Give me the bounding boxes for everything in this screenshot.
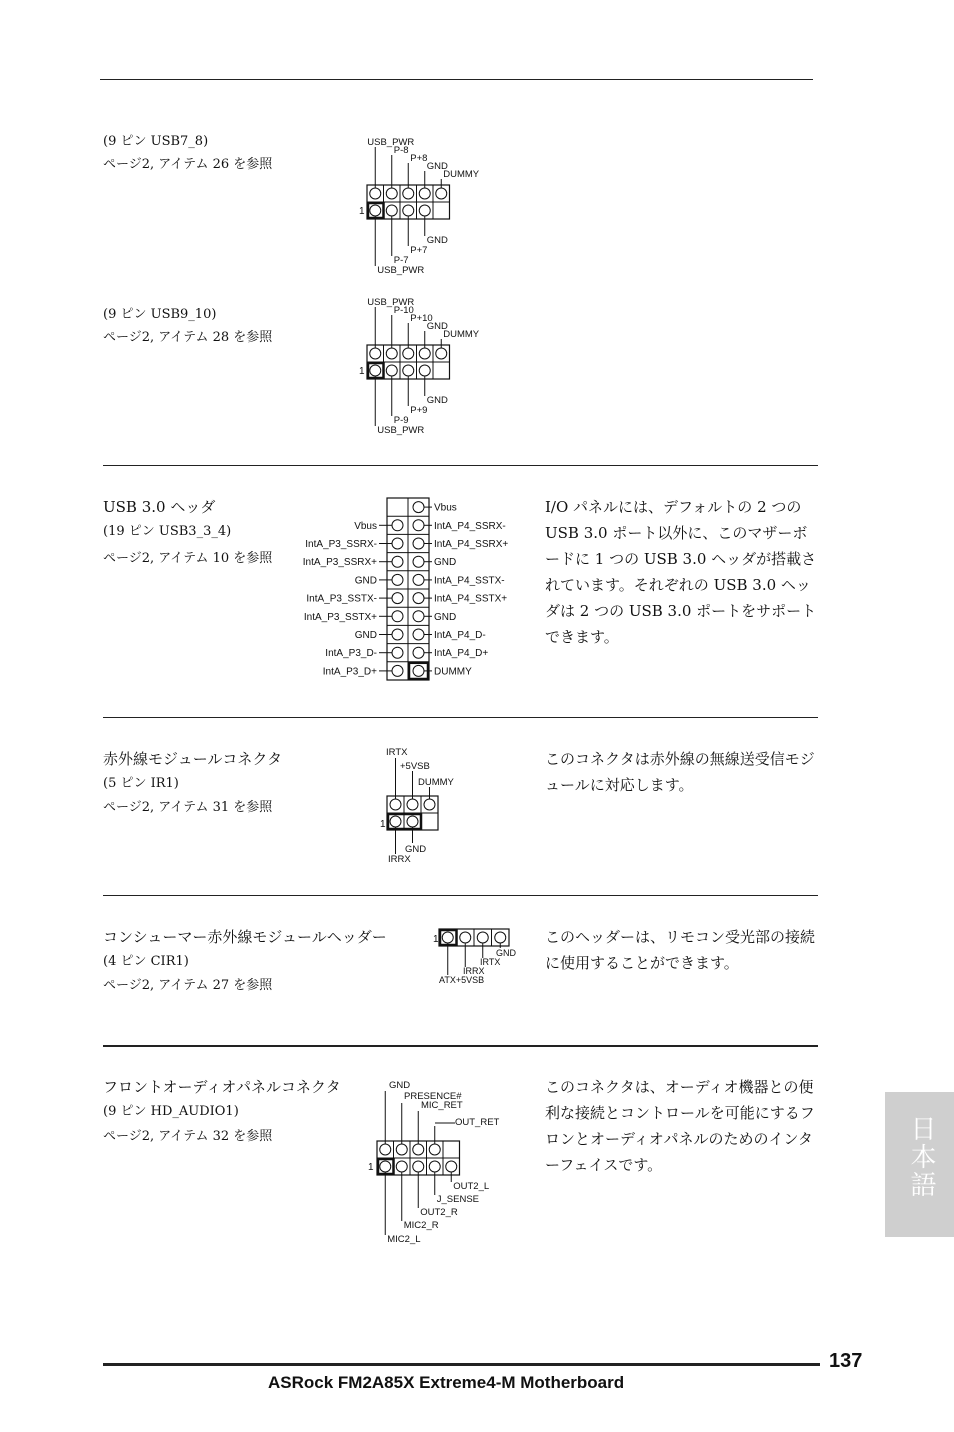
cir-title: コンシューマー赤外線モジュールヘッダー: [103, 928, 387, 946]
ir-pin1-label: 1: [380, 819, 386, 830]
audio-label-bottom: J_SENSE: [436, 1194, 479, 1205]
usb3-pin: [392, 629, 403, 640]
usb3-pin: [413, 538, 424, 549]
audio-pin: [380, 1144, 391, 1155]
usb3-label-right: DUMMY: [434, 666, 472, 678]
usb910-label-top: P-10: [393, 305, 414, 316]
usb3-label-left: IntA_P3_SSRX-: [305, 539, 377, 550]
footer-title: ASRock FM2A85X Extreme4-M Motherboard: [268, 1373, 625, 1392]
audio-title: フロントオーディオパネルコネクタ: [103, 1078, 341, 1096]
usb3-pin: [392, 574, 403, 585]
usb910-pin: [419, 365, 430, 376]
usb3-label-left: IntA_P3_D-: [325, 648, 377, 660]
usb910-title: (9 ピン USB9_10): [103, 307, 217, 322]
usb910-label-bottom: P+9: [410, 405, 428, 416]
audio-label-bottom: OUT2_L: [453, 1181, 490, 1192]
usb910-pin: [386, 348, 397, 359]
ir-pin: [390, 799, 401, 810]
usb910-label-top: GND: [426, 321, 448, 332]
usb78-label-bottom: P+7: [410, 245, 428, 256]
usb910-page-ref: ページ2, アイテム 28 を参照: [103, 330, 273, 345]
usb78-pin: [436, 188, 447, 199]
ir-pin: [390, 816, 401, 827]
audio-pin: [429, 1161, 440, 1172]
usb3-pin: [413, 665, 424, 676]
usb3-pin: [392, 556, 403, 567]
usb78-label-bottom: GND: [426, 235, 448, 246]
usb3-label-right: IntA_P4_D-: [434, 630, 486, 641]
audio-pin: [413, 1144, 424, 1155]
usb3-label-right: GND: [434, 611, 457, 623]
audio-label-bottom: OUT2_R: [420, 1207, 458, 1218]
cir-subtitle: (4 ピン CIR1): [103, 954, 189, 969]
usb3-label-right: IntA_P4_SSRX+: [434, 539, 509, 550]
usb3-page-ref: ページ2, アイテム 10 を参照: [103, 551, 273, 566]
usb78-pin: [403, 188, 414, 199]
ir-label: GND: [405, 844, 427, 855]
usb3-label-right: GND: [434, 557, 457, 569]
cir-pin: [442, 932, 453, 943]
usb3-label-right: IntA_P4_SSTX+: [434, 593, 508, 605]
usb78-label-top: USB_PWR: [367, 137, 415, 148]
audio-page-ref: ページ2, アイテム 32 を参照: [103, 1129, 273, 1144]
cir-label: IRRX: [463, 966, 485, 976]
usb910-pin: [403, 348, 414, 359]
audio-label-top: PRESENCE#: [404, 1091, 462, 1102]
audio-pin: [396, 1144, 407, 1155]
ir-description: このコネクタは赤外線の無線送受信モジュールに対応します。: [545, 750, 815, 794]
usb78-pin: [419, 188, 430, 199]
usb78-page-ref: ページ2, アイテム 26 を参照: [103, 157, 273, 172]
audio-pin: [446, 1161, 457, 1172]
usb78-label-top: P+8: [410, 153, 428, 164]
audio-pin1-label: 1: [368, 1162, 374, 1173]
usb3-pin: [413, 611, 424, 622]
language-tab-label: 日本語: [906, 1115, 936, 1199]
ir-subtitle: (5 ピン IR1): [103, 776, 179, 791]
cir-label: IRTX: [480, 957, 501, 967]
ir-title: 赤外線モジュールコネクタ: [103, 750, 283, 768]
audio-label-bottom: MIC2_L: [387, 1234, 421, 1245]
usb3-pin: [392, 538, 403, 549]
usb3-pin: [413, 593, 424, 604]
usb3-label-left: IntA_P3_SSTX+: [303, 611, 377, 623]
usb78-label-top: GND: [426, 161, 448, 172]
usb910-label-top: P+10: [410, 313, 433, 324]
usb3-label-right: IntA_P4_SSTX-: [434, 575, 505, 587]
audio-label-top: GND: [389, 1080, 411, 1091]
usb3-label-right: IntA_P4_D+: [434, 648, 489, 660]
usb3-pin: [392, 611, 403, 622]
cir-pin: [495, 932, 506, 943]
usb3-label-left: Vbus: [354, 520, 377, 532]
usb910-label-top: DUMMY: [443, 329, 480, 340]
usb78-pin: [403, 205, 414, 216]
usb3-description: I/O パネルには、デフォルトの 2 つの USB 3.0 ポート以外に、このマザーボードに 1 つの USB 3.0 ヘッダが搭載されています。それぞれの USB 3.0 ヘッダは 2 つの USB 3.0 ポートをサポートできます。: [545, 498, 817, 646]
page-number: 137: [829, 1350, 863, 1372]
usb3-pin: [413, 502, 424, 513]
usb910-pin: [370, 365, 381, 376]
audio-description: このコネクタは、オーディオ機器との便利な接続とコントロールを可能にするフロンとオーディオパネルのためのインターフェイスです。: [545, 1078, 815, 1174]
usb3-title: USB 3.0 ヘッダ: [103, 498, 216, 516]
usb3-label-left: IntA_P3_SSRX+: [302, 557, 377, 569]
cir-pin1-label: 1: [433, 934, 439, 945]
ir-label: +5VSB: [400, 761, 430, 772]
cir-pin: [477, 932, 488, 943]
usb3-label-left: GND: [354, 630, 377, 641]
usb78-pin1-label: 1: [359, 206, 365, 217]
usb78-label-top: DUMMY: [443, 169, 480, 180]
usb910-pin: [419, 348, 430, 359]
audio-label-top: MIC_RET: [421, 1100, 463, 1111]
usb3-pin: [413, 556, 424, 567]
ir-label: DUMMY: [418, 777, 454, 788]
usb78-pin: [386, 205, 397, 216]
audio-subtitle: (9 ピン HD_AUDIO1): [103, 1104, 239, 1119]
audio-pin: [380, 1161, 391, 1172]
usb3-label-right: Vbus: [434, 502, 457, 514]
usb910-pin: [370, 348, 381, 359]
usb910-label-top: USB_PWR: [367, 297, 415, 308]
usb3-label-left: GND: [354, 575, 377, 587]
usb910-pin: [436, 348, 447, 359]
cir-label: ATX+5VSB: [439, 975, 485, 985]
usb78-label-bottom: P-7: [393, 255, 409, 266]
ir-pin: [424, 799, 435, 810]
usb910-label-bottom: USB_PWR: [377, 425, 425, 436]
ir-pin: [407, 799, 418, 810]
usb3-subtitle: (19 ピン USB3_3_4): [103, 524, 232, 539]
ir-label: IRRX: [388, 854, 411, 865]
usb910-pin1-label: 1: [359, 366, 365, 377]
usb78-title: (9 ピン USB7_8): [103, 134, 209, 149]
usb78-label-top: P-8: [393, 145, 409, 156]
usb910-pin: [403, 365, 414, 376]
usb910-pin: [386, 365, 397, 376]
ir-page-ref: ページ2, アイテム 31 を参照: [103, 800, 273, 815]
usb3-label-right: IntA_P4_SSRX-: [434, 520, 506, 532]
usb3-label-left: IntA_P3_D+: [322, 666, 377, 678]
usb3-pin: [413, 520, 424, 531]
usb3-pin: [413, 647, 424, 658]
usb78-pin: [370, 188, 381, 199]
audio-pin: [429, 1144, 440, 1155]
cir-label: GND: [496, 948, 516, 958]
ir-label: IRTX: [386, 747, 408, 758]
usb3-pin: [392, 647, 403, 658]
usb3-pin: [413, 574, 424, 585]
cir-page-ref: ページ2, アイテム 27 を参照: [103, 978, 273, 993]
usb910-label-bottom: P-9: [393, 415, 409, 426]
audio-pin: [413, 1161, 424, 1172]
cir-pin: [460, 932, 471, 943]
usb3-pin: [413, 629, 424, 640]
usb78-pin: [370, 205, 381, 216]
audio-pin: [396, 1161, 407, 1172]
usb3-label-left: IntA_P3_SSTX-: [306, 593, 377, 605]
usb3-pin: [392, 593, 403, 604]
usb78-pin: [419, 205, 430, 216]
usb3-pin: [392, 520, 403, 531]
audio-label-top: OUT_RET: [455, 1117, 500, 1128]
audio-label-bottom: MIC2_R: [403, 1220, 439, 1231]
cir-description: このヘッダーは、リモコン受光部の接続に使用することができます。: [545, 928, 816, 972]
usb78-pin: [386, 188, 397, 199]
usb78-label-bottom: USB_PWR: [377, 265, 425, 276]
usb3-pin: [392, 665, 403, 676]
usb910-label-bottom: GND: [426, 395, 448, 406]
ir-pin: [407, 816, 418, 827]
